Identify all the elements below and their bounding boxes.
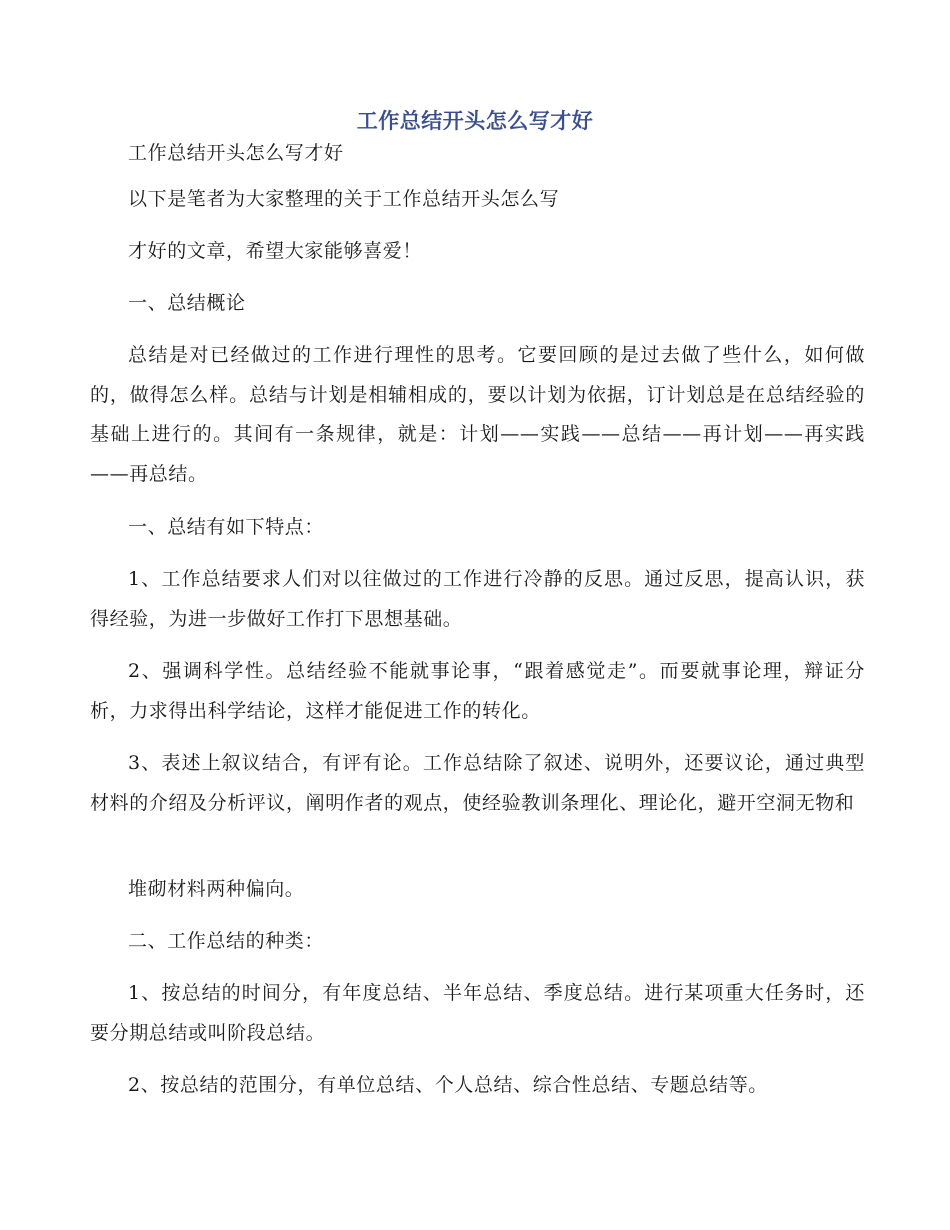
heading-features: 一、总结有如下特点： xyxy=(128,516,325,538)
paragraph-intro-line-2: 才好的文章，希望大家能够喜爱！ xyxy=(128,240,423,262)
paragraph-overview: 总结是对已经做过的工作进行理性的思考。它要回顾的是过去做了些什么，如何做的，做得怎么样。总结与计划是相辅相成的，要以计划为依据，订计划总是在总结经验的基础上进行的。其间有一条规律，就是：计划——实践——总结——再计划——再实践——再总结。 xyxy=(90,344,865,485)
paragraph-feature-3-cont: 堆砌材料两种偏向。 xyxy=(128,878,305,900)
paragraph-feature-3: 3、表述上叙议结合，有评有论。工作总结除了叙述、说明外，还要议论，通过典型材料的介绍及分析评议，阐明作者的观点，使经验教训条理化、理论化，避开空洞无物和 xyxy=(90,752,865,814)
document-title: 工作总结开头怎么写才好 xyxy=(356,108,594,133)
paragraph-intro-line-1: 以下是笔者为大家整理的关于工作总结开头怎么写 xyxy=(128,188,560,210)
paragraph-feature-1: 1、工作总结要求人们对以往做过的工作进行冷静的反思。通过反思，提高认识，获得经验，为进一步做好工作打下思想基础。 xyxy=(90,568,865,630)
heading-overview: 一、总结概论 xyxy=(128,292,246,314)
paragraph-feature-2: 2、强调科学性。总结经验不能就事论事，“跟着感觉走”。而要就事论理，辩证分析，力求得出科学结论，这样才能促进工作的转化。 xyxy=(90,660,865,722)
heading-types: 二、工作总结的种类： xyxy=(128,930,325,952)
paragraph-subtitle: 工作总结开头怎么写才好 xyxy=(128,142,344,164)
paragraph-type-2: 2、按总结的范围分，有单位总结、个人总结、综合性总结、专题总结等。 xyxy=(128,1074,768,1096)
paragraph-type-1: 1、按总结的时间分，有年度总结、半年总结、季度总结。进行某项重大任务时，还要分期总结或叫阶段总结。 xyxy=(90,982,865,1044)
